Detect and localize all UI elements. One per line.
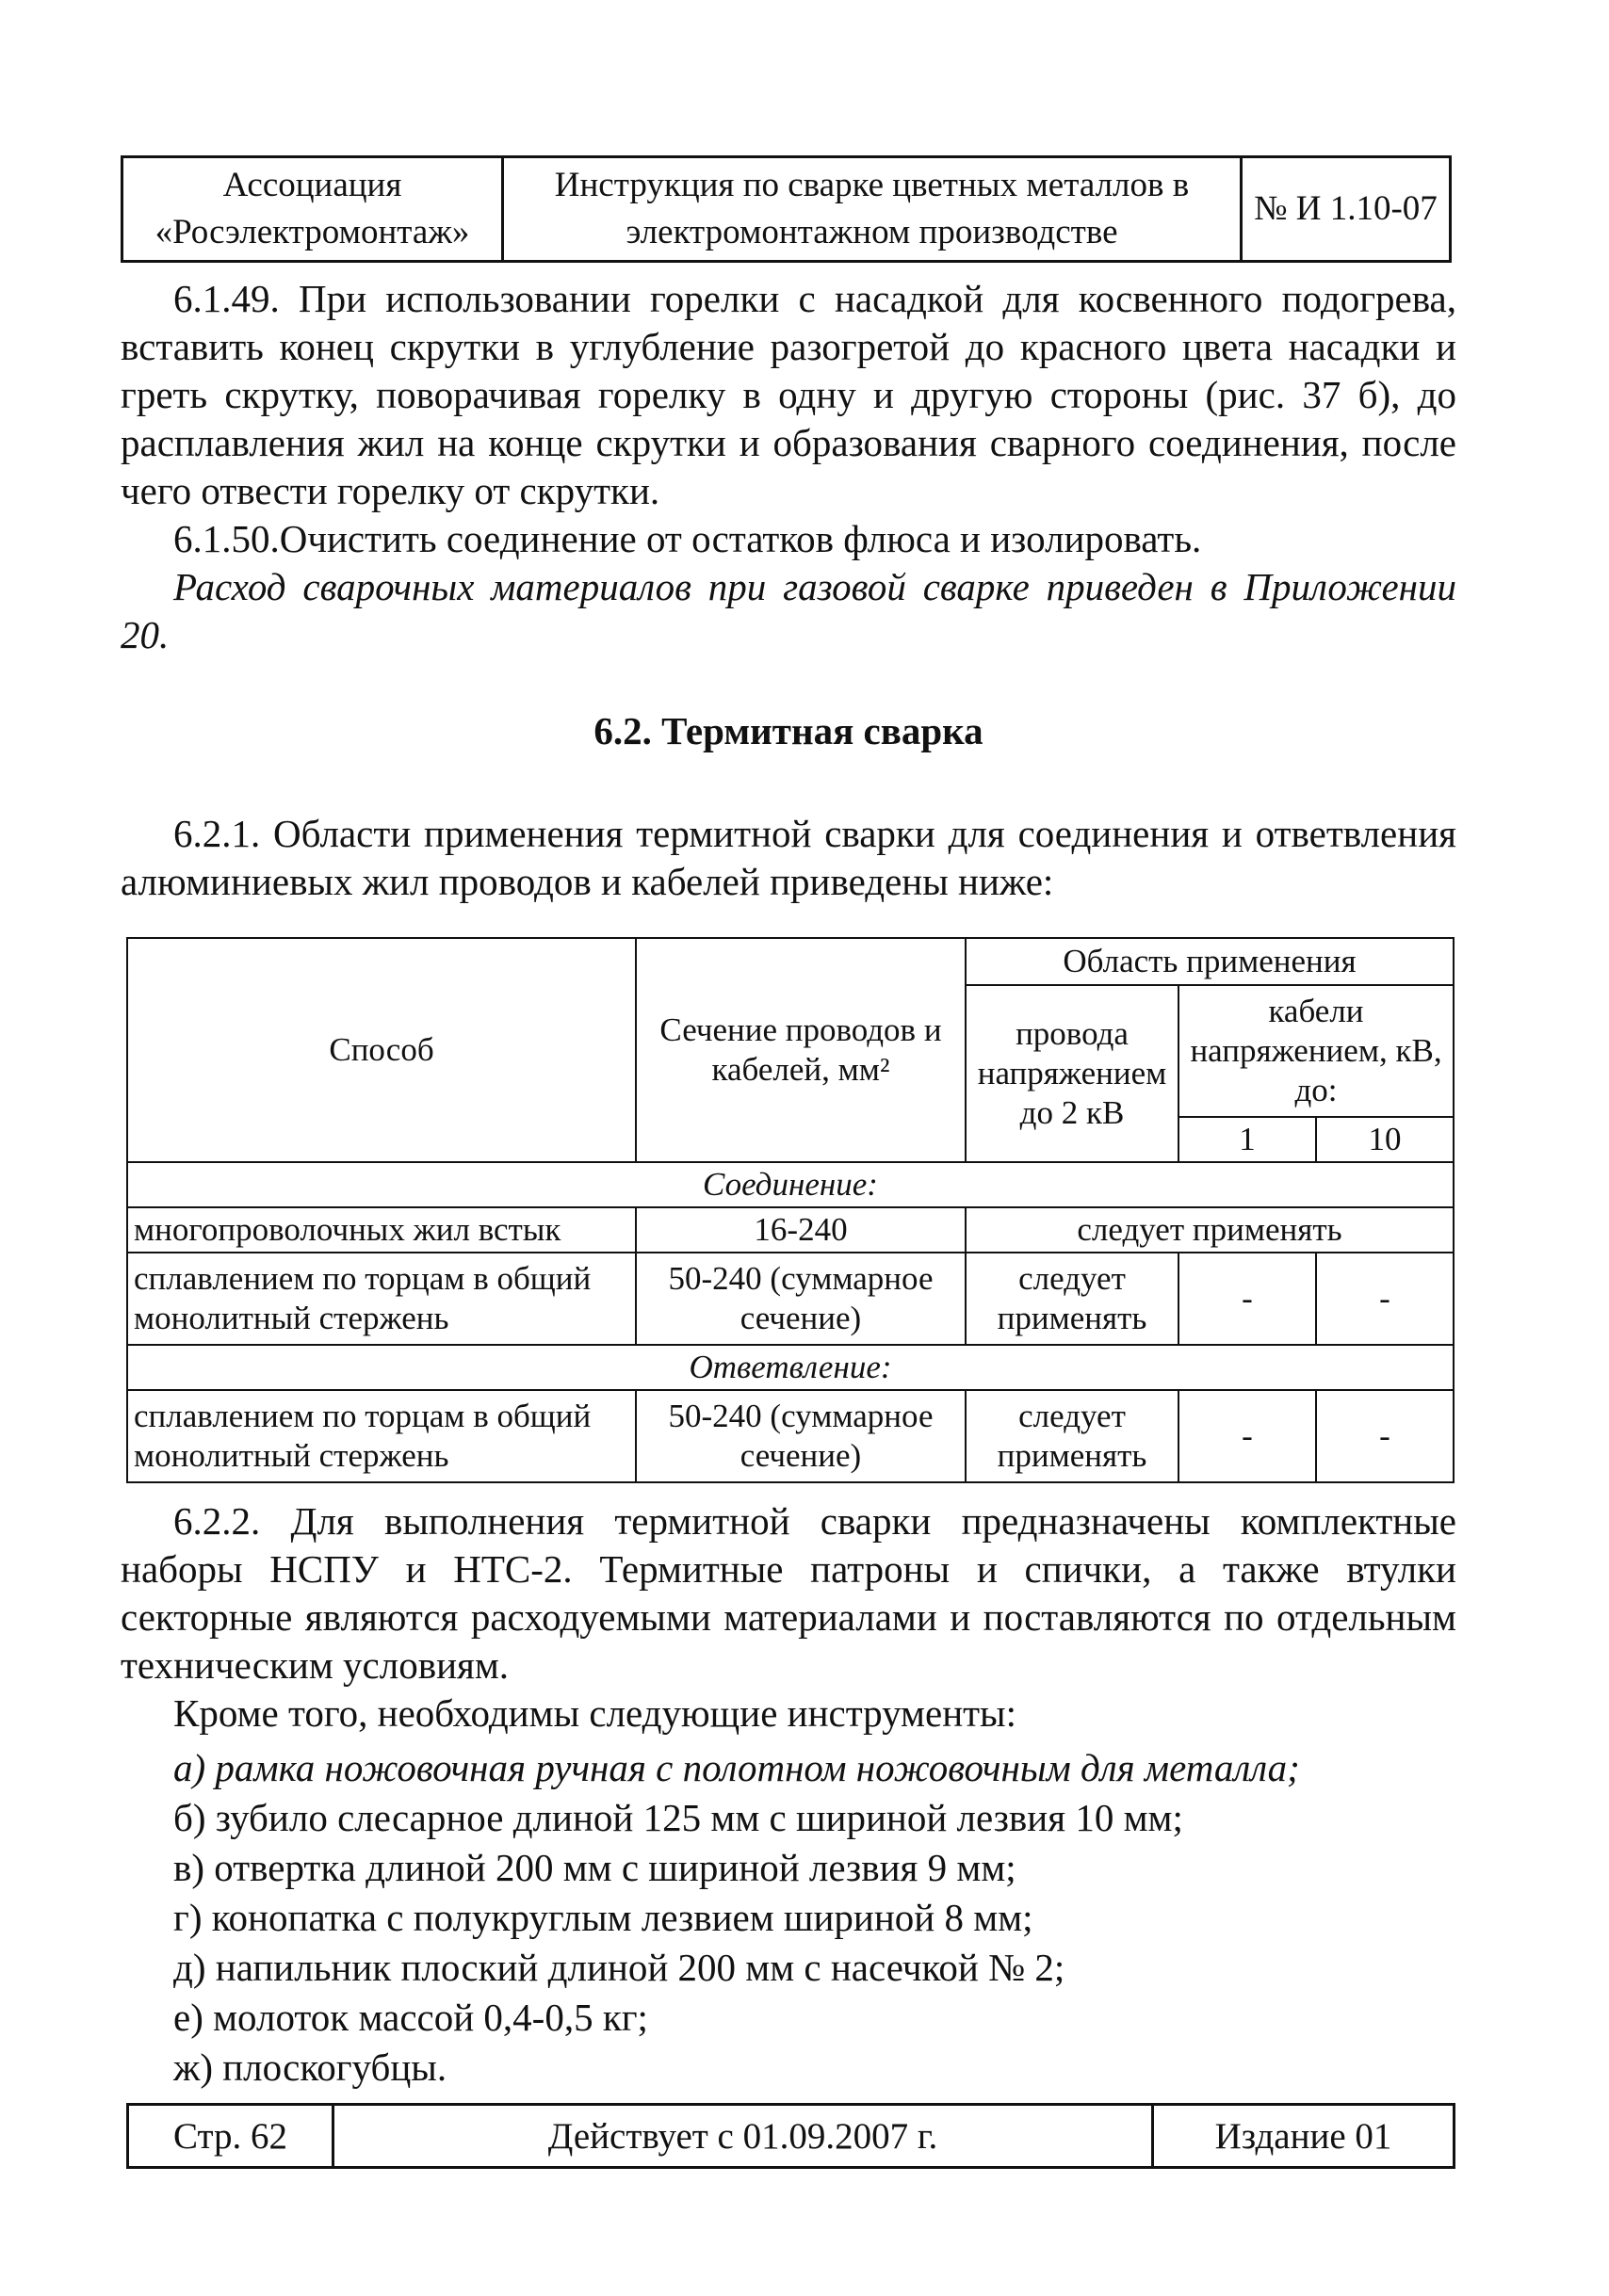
section-branch-text: Ответвление: (689, 1349, 892, 1385)
row-1-section-text: 50-240 (суммарное сечение) (668, 1260, 934, 1336)
list-item: д) напильник плоский длиной 200 мм с насечкой № 2; (173, 1946, 1065, 1989)
paragraph-6-1-50: 6.1.50.Очистить соединение от остатков флюса и изолировать. (173, 517, 1202, 560)
document-header (121, 155, 1452, 263)
table-row-1-section (636, 1253, 966, 1345)
list-item: в) отвертка длиной 200 мм с шириной лезвия 9 мм; (173, 1846, 1016, 1889)
th-section (636, 938, 966, 1162)
section-row-join (127, 1162, 1454, 1207)
list-item: б) зубило слесарное длиной 125 мм с шириной лезвия 10 мм; (173, 1796, 1183, 1839)
th-section-text: Сечение проводов и кабелей, мм² (659, 1011, 942, 1088)
row-1-k10-text: - (1379, 1280, 1390, 1317)
footer-page-text: Стр. 62 (172, 2115, 288, 2157)
table-row-1-wires (966, 1253, 1178, 1345)
header-title (503, 157, 1242, 262)
list-item: ж) плоскогубцы. (173, 2045, 447, 2089)
footer-effective-text: Действует с 01.09.2007 г. (547, 2115, 938, 2157)
th-wires (966, 985, 1178, 1162)
list-item: г) конопатка с полукруглым лезвием шириной 8 мм; (173, 1896, 1033, 1939)
section-6-2-2 (121, 1497, 1456, 1738)
th-cables-10kv-text: 10 (1368, 1121, 1402, 1157)
th-cables-1kv-text: 1 (1239, 1121, 1256, 1157)
table-row-1-k10 (1316, 1253, 1454, 1345)
row-0-section-text: 16-240 (754, 1211, 848, 1248)
table-row-2-k10 (1316, 1390, 1454, 1482)
table-row-1-k1 (1178, 1253, 1316, 1345)
table-row-1-method (127, 1253, 636, 1345)
section-join-text: Соединение: (703, 1166, 878, 1203)
paragraph-6-1-49: 6.1.49. При использовании горелки с насадкой для косвенного подогрева, вставить конец скрутки в углубление разогретой до красного цвета насадки и греть скрутку, поворачивая горелку в одну и другую стороны (рис. 37 б), до расплавления жил на конце скрутки и образования сварного соединения, после чего отвести горелку от скрутки. (121, 277, 1456, 512)
paragraph-6-2-1: 6.2.1. Области применения термитной сварки для соединения и ответвления алюминиевых жил проводов и кабелей приведены ниже: (121, 812, 1456, 903)
table-row-2-wires (966, 1390, 1178, 1482)
list-item: а) рамка ножовочная ручная с полотном ножовочным для металла; (173, 1746, 1300, 1789)
header-org-text: Ассоциация «Росэлектромонтаж» (154, 166, 470, 251)
paragraph-6-2-2: 6.2.2. Для выполнения термитной сварки предназначены комплектные наборы НСПУ и НТС-2. Термитные патроны и спички, а также втулки секторные являются расходуемыми материалами и поставляются по отдельным техническим условиям. (121, 1499, 1456, 1687)
table-row-0-section (636, 1207, 966, 1253)
row-1-k1-text: - (1242, 1280, 1253, 1317)
row-2-wires-text: следует применять (997, 1398, 1147, 1474)
th-cables-1kv (1178, 1117, 1316, 1162)
th-area-text: Область применения (1063, 943, 1357, 979)
header-title-text: Инструкция по сварке цветных металлов в электромонтажном производстве (554, 166, 1190, 251)
row-2-section-text: 50-240 (суммарное сечение) (668, 1398, 934, 1474)
row-0-method-text: многопроволочных жил встык (134, 1211, 561, 1248)
header-org (122, 157, 503, 262)
th-wires-text: провода напряжением до 2 кВ (977, 1015, 1167, 1131)
section-row-branch (127, 1345, 1454, 1390)
table-row-2-k1 (1178, 1390, 1316, 1482)
th-method (127, 938, 636, 1162)
paragraph-consumption: Расход сварочных материалов при газовой сварке приведен в Приложении 20. (121, 565, 1456, 656)
footer-edition (1153, 2105, 1455, 2168)
table-row-2-section (636, 1390, 966, 1482)
th-cables-text: кабели напряжением, кВ, до: (1190, 993, 1442, 1108)
section-6-1-tail (121, 275, 1456, 659)
th-cables-10kv (1316, 1117, 1454, 1162)
header-doc-number (1242, 157, 1451, 262)
paragraph-tools-intro: Кроме того, необходимы следующие инструменты: (173, 1691, 1016, 1735)
footer-effective (333, 2105, 1153, 2168)
heading-6-2: 6.2. Термитная сварка (593, 709, 983, 752)
footer-edition-text: Издание 01 (1214, 2115, 1392, 2157)
row-2-method-text: сплавлением по торцам в общий монолитный стержень (134, 1398, 592, 1474)
th-area (966, 938, 1454, 985)
footer-page (128, 2105, 333, 2168)
table-row-0-method (127, 1207, 636, 1253)
list-item: е) молоток массой 0,4-0,5 кг; (173, 1996, 648, 2039)
row-2-k1-text: - (1242, 1417, 1253, 1454)
row-0-applicability-text: следует применять (1077, 1211, 1342, 1248)
row-2-k10-text: - (1379, 1417, 1390, 1454)
th-method-text: Способ (329, 1031, 434, 1068)
table-row-0-applicability (966, 1207, 1454, 1253)
tools-list (173, 1743, 1455, 2093)
row-1-method-text: сплавлением по торцам в общий монолитный стержень (134, 1260, 592, 1336)
document-footer (126, 2103, 1455, 2169)
table-row-2-method (127, 1390, 636, 1482)
th-cables (1178, 985, 1454, 1117)
row-1-wires-text: следует применять (997, 1260, 1147, 1336)
header-doc-number-text: № И 1.10-07 (1254, 189, 1438, 228)
application-table (126, 937, 1455, 1483)
